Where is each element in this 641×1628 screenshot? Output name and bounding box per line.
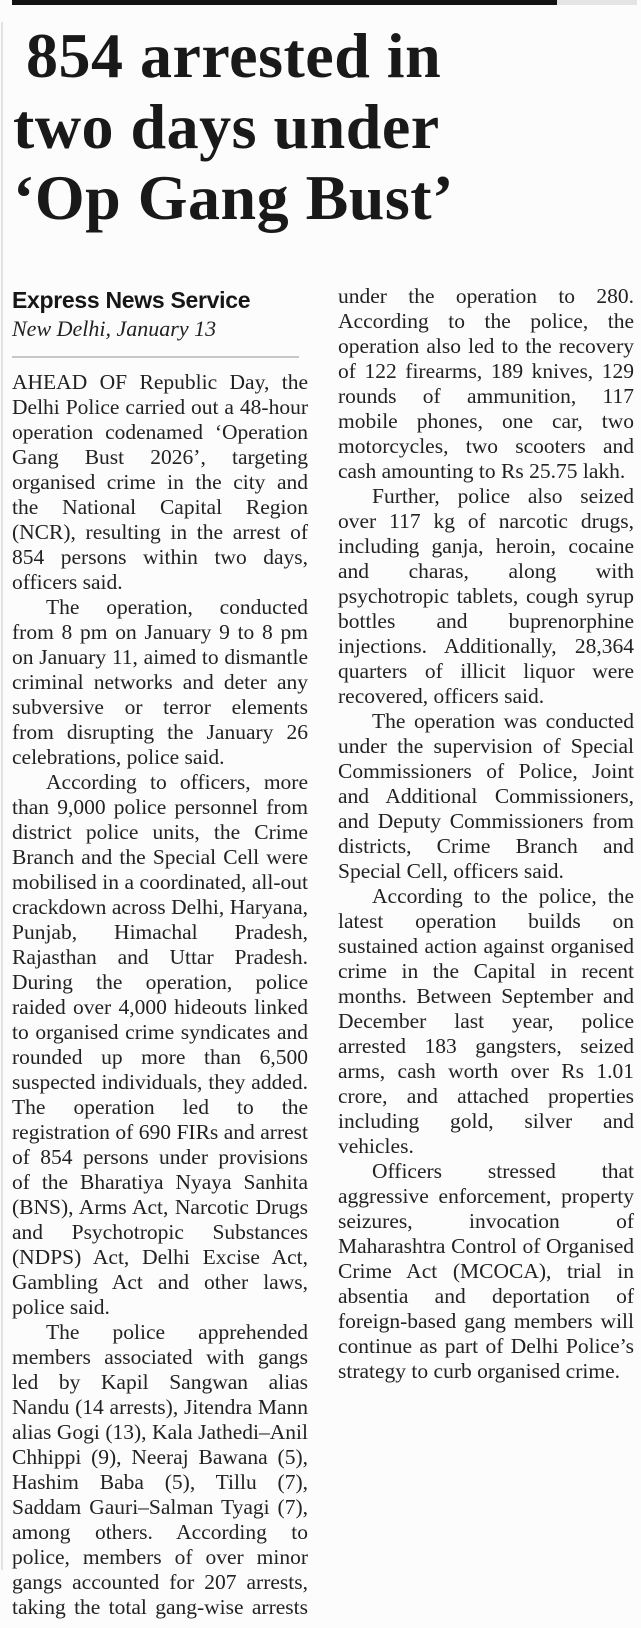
article-paragraph-2: The operation, conducted from 8 pm on January 9 to 8 pm on January 11, aimed to dismantle criminal networks and deter any subversive or terror elements from disrupting the January 26 celebrations, police said. [12, 595, 308, 769]
article-paragraph-7: According to the police, the latest operation builds on sustained action against organised crime in the Capital in recent months. Between September and December last year, police arrested 183 gangsters, seized arms, cash worth over Rs 1.01 crore, and attached properties including gold, silver and vehicles. [338, 884, 634, 1158]
headline-line-2: two days under [13, 91, 440, 162]
article-paragraph-3: According to officers, more than 9,000 police personnel from district police units, the Crime Branch and the Special Cell were mobilised in a coordinated, all-out crackdown across Delhi, Haryana, Punjab, Himachal Pradesh, Rajasthan and Uttar Pradesh. During the operation, police raided over 4,000 hideouts linked to organised crime syndicates and rounded up more than 6,500 suspected individuals, they added. The operation led to the registration of 690 FIRs and arrest of 854 persons under provisions of the Bharatiya Nyaya Sanhita (BNS), Arms Act, Narcotic Drugs and Psychotropic Substances (NDPS) Act, Delhi Excise Act, Gambling Act and other laws, police said. [12, 770, 308, 1319]
headline-line-1: 854 arrested in [26, 20, 442, 91]
byline-dateline: New Delhi, January 13 [12, 316, 217, 341]
article-body [12, 284, 634, 1622]
article-paragraph-5: Further, police also seized over 117 kg of narcotic drugs, including ganja, heroin, cocaine and charas, along with psychotropic tablets, cough syrup bottles and buprenorphine injections. Additionally, 28,364 quarters of illicit liquor were recovered, officers said. [338, 484, 634, 708]
headline-line-3: ‘Op Gang Bust’ [13, 162, 454, 233]
byline-source: Express News Service [12, 287, 251, 313]
top-edge-bar [12, 0, 557, 5]
article-paragraph-4: The police apprehended members associated with gangs led by Kapil Sangwan alias Nandu (14 arrests), Jitendra Mann alias Gogi (13), Kala Jathedi–Anil Chhippi (9), Neeraj Bawana (5), Hashim Baba (5), Tillu (7), Saddam Gauri–Salman Tyagi (7), among others. According to police, members of over minor gangs accounted for 207 arrests, taking the total gang-wise arrests under the operation to 280. According to the police, the operation also led to the recovery of 122 firearms, 189 knives, 129 rounds of ammunition, 117 mobile phones, one car, two motorcycles, two scooters and cash amounting to Rs 25.75 lakh. [12, 284, 634, 1619]
byline-rule [12, 356, 299, 358]
byline [12, 286, 308, 358]
headline [13, 20, 633, 233]
clip-left-edge-line [1, 22, 3, 1570]
article-paragraph-1: AHEAD OF Republic Day, the Delhi Police carried out a 48-hour operation codenamed ‘Operation Gang Bust 2026’, targeting organised crime in the city and the National Capital Region (NCR), resulting in the arrest of 854 persons within two days, officers said. [12, 370, 308, 594]
article-paragraph-6: The operation was conducted under the supervision of Special Commissioners of Police, Joint and Additional Commissioners, and Deputy Commissioners from districts, Crime Branch and Special Cell, officers said. [338, 709, 634, 883]
article-paragraph-8: Officers stressed that aggressive enforcement, property seizures, invocation of Maharashtra Control of Organised Crime Act (MCOCA), trial in absentia and deportation of foreign-based gang members will continue as part of Delhi Police’s strategy to curb organised crime. [338, 1159, 634, 1383]
top-edge-bar-faded [557, 0, 637, 5]
